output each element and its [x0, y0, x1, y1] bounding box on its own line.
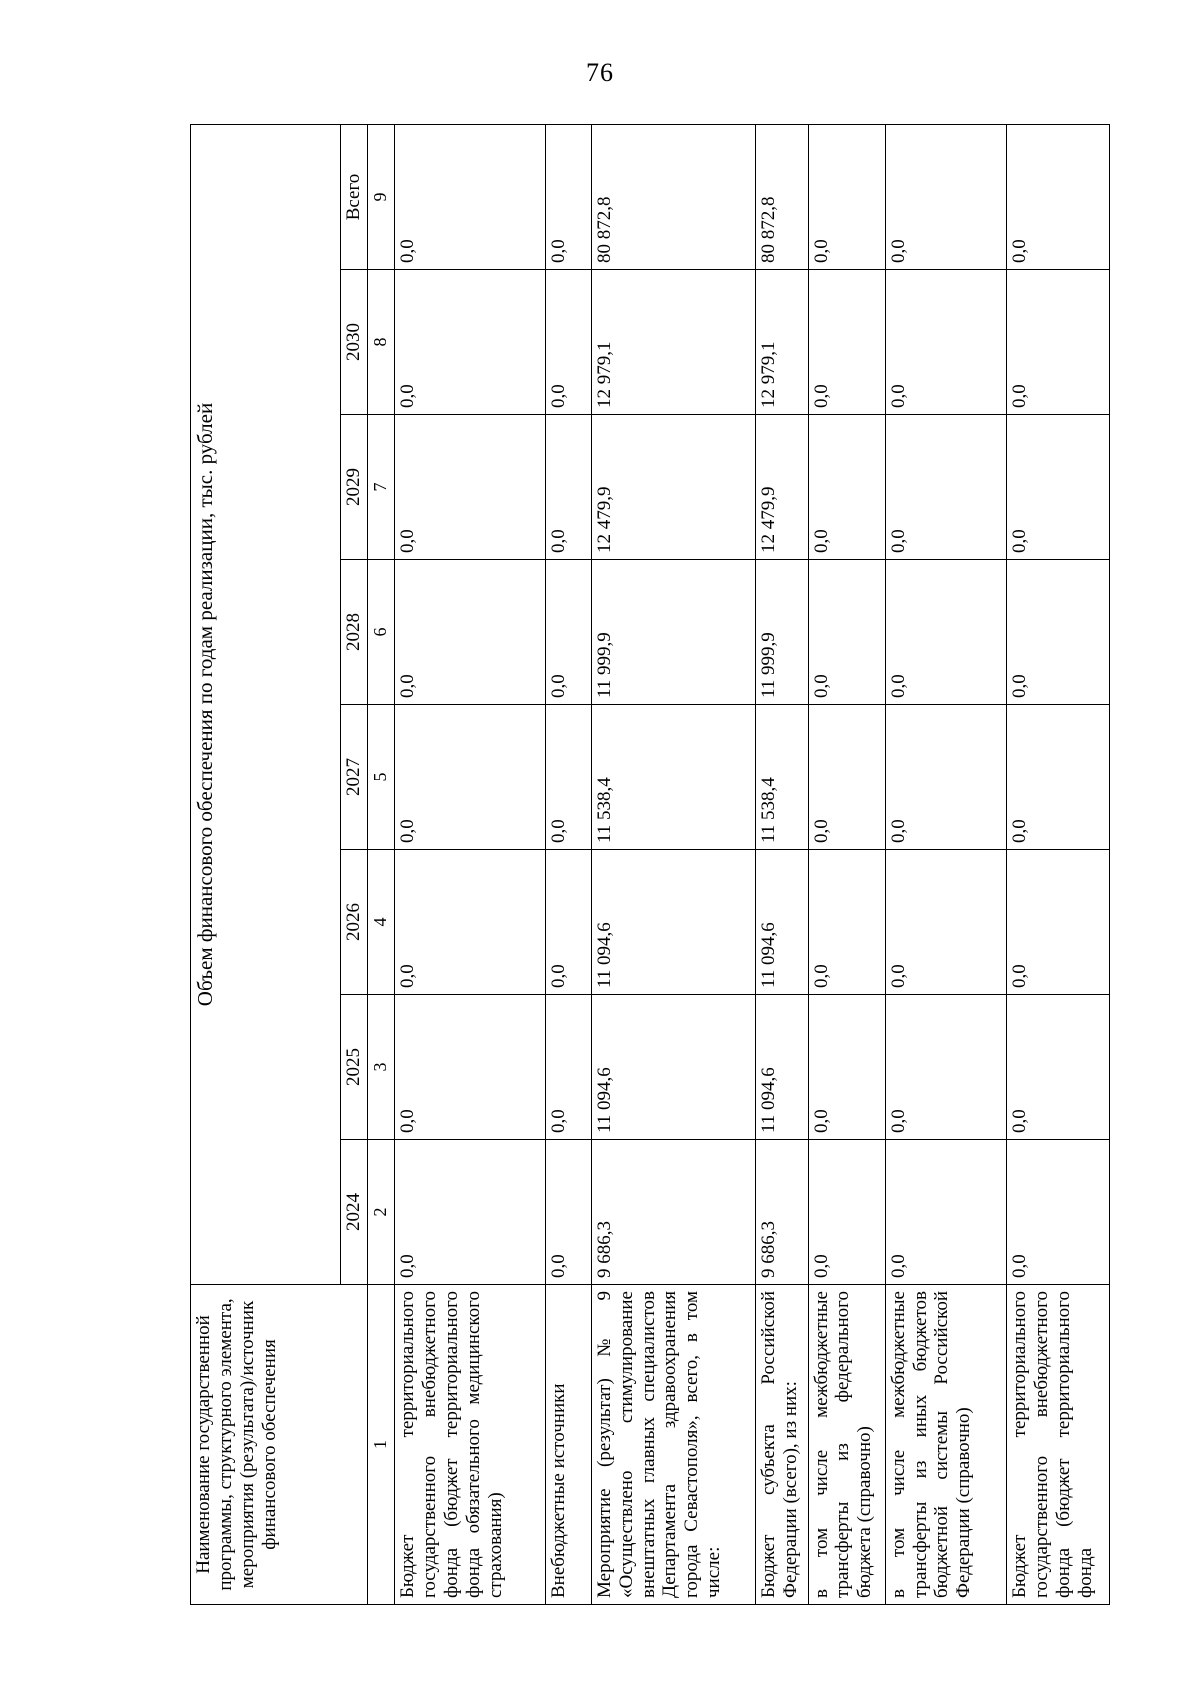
- value-cell: 0,0: [808, 415, 885, 560]
- page-number: 76: [586, 58, 614, 87]
- table-row: [885, 124, 1007, 1604]
- value-cell: 12 479,9: [755, 415, 808, 560]
- value-cell: 0,0: [1007, 415, 1110, 560]
- value-cell: 0,0: [546, 1140, 591, 1285]
- column-index: 5: [368, 705, 395, 850]
- table-row: [395, 124, 546, 1604]
- value-cell: 0,0: [546, 705, 591, 850]
- value-cell: 0,0: [885, 415, 1007, 560]
- value-cell: 11 094,6: [591, 995, 755, 1140]
- year-2027-header: 2027: [341, 705, 368, 850]
- total-header: Всего: [341, 124, 368, 269]
- column-index-row: [368, 124, 395, 1604]
- column-index: 2: [368, 1140, 395, 1285]
- value-cell: 0,0: [395, 850, 546, 995]
- total-cell: 0,0: [395, 124, 546, 269]
- value-cell: 0,0: [1007, 850, 1110, 995]
- value-cell: 0,0: [885, 995, 1007, 1140]
- value-cell: 0,0: [1007, 995, 1110, 1140]
- year-2026-header: 2026: [341, 850, 368, 995]
- value-cell: 11 538,4: [755, 705, 808, 850]
- row-label: Бюджет субъекта Российской Федерации (всего), из них:: [755, 1285, 808, 1605]
- value-cell: 0,0: [885, 560, 1007, 705]
- column-index: 3: [368, 995, 395, 1140]
- name-column-header: Наименование государственной программы, структурного элемента, мероприятия (результата)/источник финансового обеспечения: [191, 1285, 368, 1605]
- value-cell: 11 999,9: [591, 560, 755, 705]
- year-2025-header: 2025: [341, 995, 368, 1140]
- total-cell: 0,0: [546, 124, 591, 269]
- value-cell: 0,0: [885, 705, 1007, 850]
- value-cell: 0,0: [546, 415, 591, 560]
- value-cell: 0,0: [546, 270, 591, 415]
- value-cell: 0,0: [808, 560, 885, 705]
- total-cell: 0,0: [808, 124, 885, 269]
- total-cell: 80 872,8: [755, 124, 808, 269]
- year-2024-header: 2024: [341, 1140, 368, 1285]
- value-cell: 11 999,9: [755, 560, 808, 705]
- value-cell: 0,0: [546, 560, 591, 705]
- total-cell: 0,0: [1007, 124, 1110, 269]
- value-cell: 11 538,4: [591, 705, 755, 850]
- column-index: 7: [368, 415, 395, 560]
- value-cell: 0,0: [1007, 1140, 1110, 1285]
- table-row: [808, 124, 885, 1604]
- value-cell: 11 094,6: [755, 850, 808, 995]
- table-row: [546, 124, 591, 1604]
- financing-table: [190, 124, 1110, 1605]
- value-cell: 0,0: [808, 705, 885, 850]
- value-cell: 0,0: [885, 1140, 1007, 1285]
- value-cell: 0,0: [395, 995, 546, 1140]
- value-cell: 12 979,1: [591, 270, 755, 415]
- row-label: в том числе межбюджетные трансферты из федерального бюджета (справочно): [808, 1285, 885, 1605]
- value-cell: 0,0: [546, 850, 591, 995]
- value-cell: 12 479,9: [591, 415, 755, 560]
- column-index: 6: [368, 560, 395, 705]
- total-cell: 80 872,8: [591, 124, 755, 269]
- total-cell: 0,0: [885, 124, 1007, 269]
- year-2029-header: 2029: [341, 415, 368, 560]
- value-cell: 9 686,3: [755, 1140, 808, 1285]
- value-cell: 12 979,1: [755, 270, 808, 415]
- column-index: 9: [368, 124, 395, 269]
- value-cell: 0,0: [1007, 560, 1110, 705]
- value-cell: 0,0: [395, 560, 546, 705]
- table-row: [591, 124, 755, 1604]
- value-cell: 0,0: [546, 995, 591, 1140]
- column-index: 4: [368, 850, 395, 995]
- value-cell: 0,0: [885, 850, 1007, 995]
- value-cell: 9 686,3: [591, 1140, 755, 1285]
- table-row: [755, 124, 808, 1604]
- value-cell: 0,0: [808, 995, 885, 1140]
- value-cell: 11 094,6: [591, 850, 755, 995]
- value-cell: 0,0: [1007, 270, 1110, 415]
- value-cell: 0,0: [395, 705, 546, 850]
- financing-table-rotated: [190, 125, 1110, 1605]
- value-cell: 0,0: [808, 1140, 885, 1285]
- value-cell: 0,0: [1007, 705, 1110, 850]
- row-label: в том числе межбюджетные трансферты из иных бюджетов бюджетной системы Российской Федерации (справочно): [885, 1285, 1007, 1605]
- value-cell: 11 094,6: [755, 995, 808, 1140]
- table-row: [1007, 124, 1110, 1604]
- value-cell: 0,0: [395, 1140, 546, 1285]
- volume-header: Объем финансового обеспечения по годам реализации, тыс. рублей: [191, 124, 341, 1284]
- year-2028-header: 2028: [341, 560, 368, 705]
- value-cell: 0,0: [808, 850, 885, 995]
- year-2030-header: 2030: [341, 270, 368, 415]
- row-label: Мероприятие (результат) № 9 «Осуществлено стимулирование внештатных главных специалистов Департамента здравоохранения города Севастополя», всего, в том числе:: [591, 1285, 755, 1605]
- row-label: Внебюджетные источники: [546, 1285, 591, 1605]
- value-cell: 0,0: [395, 415, 546, 560]
- value-cell: 0,0: [885, 270, 1007, 415]
- value-cell: 0,0: [395, 270, 546, 415]
- column-index: 8: [368, 270, 395, 415]
- row-label: Бюджет территориального государственного внебюджетного фонда (бюджет территориального фонда обязательного медицинского страхования): [395, 1285, 546, 1605]
- row-label: Бюджет территориального государственного внебюджетного фонда (бюджет территориального фонда: [1007, 1285, 1110, 1605]
- value-cell: 0,0: [808, 270, 885, 415]
- column-index: 1: [368, 1285, 395, 1605]
